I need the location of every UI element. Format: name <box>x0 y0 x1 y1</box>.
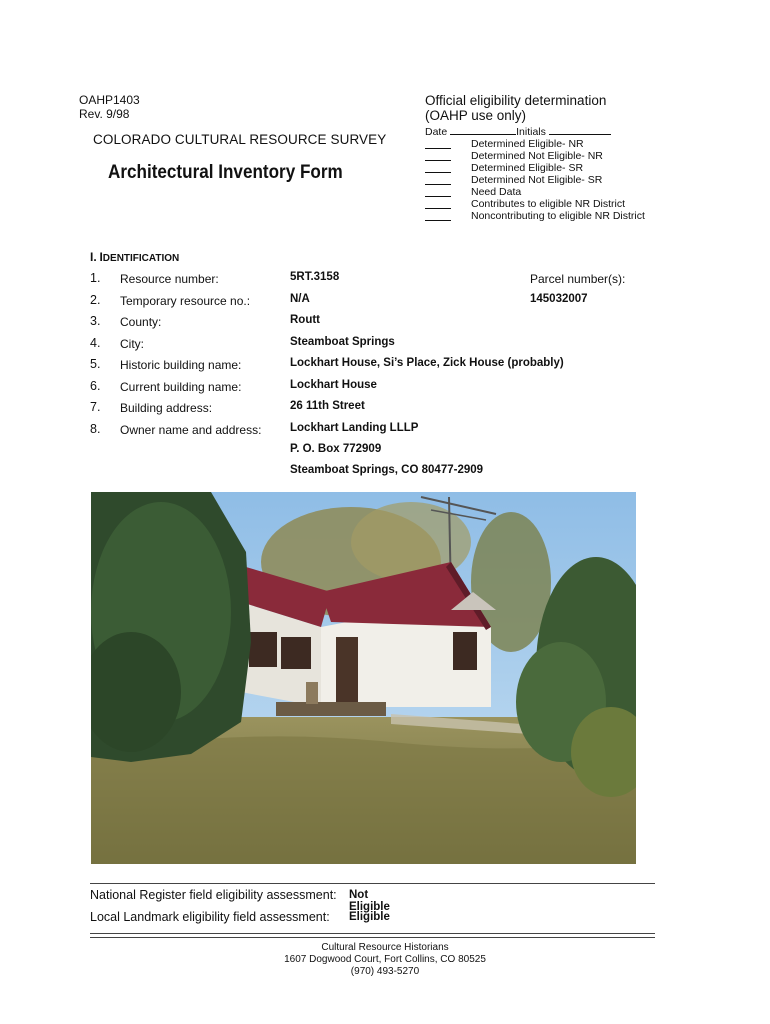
footer-address: 1607 Dogwood Court, Fort Collins, CO 80525 <box>284 954 486 965</box>
form-code: OAHP1403 <box>79 93 140 107</box>
eligibility-option[interactable] <box>425 174 645 186</box>
field-number: 7. <box>90 400 101 414</box>
field-number: 5. <box>90 357 101 371</box>
field-row <box>90 336 650 358</box>
field-number: 8. <box>90 421 101 436</box>
eligibility-option[interactable] <box>425 210 645 222</box>
parcel-label: Parcel number(s): <box>530 272 626 286</box>
field-row <box>90 271 650 293</box>
identification-fields <box>90 271 650 484</box>
initials-field[interactable] <box>549 125 611 135</box>
option-label: Noncontributing to eligible NR District <box>471 210 645 222</box>
eligibility-options <box>425 138 645 222</box>
option-label: Determined Eligible- NR <box>471 138 584 150</box>
owner-address-row <box>90 464 650 485</box>
local-assessment-row <box>90 910 390 924</box>
building-photograph <box>91 492 636 864</box>
field-number: 4. <box>90 335 101 350</box>
date-field[interactable] <box>450 125 516 135</box>
eligibility-title-line1: Official eligibility determination <box>425 93 607 108</box>
local-assessment-label: Local Landmark eligibility field assessment: <box>90 910 330 924</box>
checkbox-blank[interactable] <box>425 160 451 161</box>
initials-label: Initials <box>516 126 546 138</box>
eligibility-option[interactable] <box>425 198 645 210</box>
form-code-block <box>79 93 140 121</box>
field-label: Building address: <box>120 401 213 415</box>
field-label: County: <box>120 315 162 329</box>
option-label: Determined Eligible- SR <box>471 162 584 174</box>
field-row <box>90 293 650 315</box>
footer-phone: (970) 493-5270 <box>350 966 420 977</box>
field-label: Owner name and address: <box>120 422 262 437</box>
field-label: City: <box>120 336 144 351</box>
eligibility-option[interactable] <box>425 138 645 150</box>
checkbox-blank[interactable] <box>425 220 451 221</box>
checkbox-blank[interactable] <box>425 196 451 197</box>
form-title: Architectural Inventory Form <box>108 162 343 183</box>
footer <box>0 942 770 978</box>
section-initial: I <box>99 250 103 264</box>
date-label: Date <box>425 126 448 138</box>
owner-address-row <box>90 443 650 464</box>
option-label: Determined Not Eligible- SR <box>471 174 603 186</box>
nr-assessment-label: National Register field eligibility assessment: <box>90 888 337 902</box>
eligibility-option[interactable] <box>425 150 645 162</box>
field-value: Lockhart House, Si’s Place, Zick House (probably) <box>290 357 564 369</box>
field-value: Steamboat Springs <box>290 335 395 348</box>
field-row <box>90 357 650 379</box>
field-number: 3. <box>90 314 101 328</box>
field-number: 1. <box>90 271 101 285</box>
eligibility-determination <box>425 93 645 222</box>
house-photo-illustration <box>91 492 636 864</box>
nr-assessment-row <box>90 888 390 913</box>
survey-title: COLORADO CULTURAL RESOURCE SURVEY <box>93 132 387 147</box>
checkbox-blank[interactable] <box>425 172 451 173</box>
divider <box>90 933 655 934</box>
field-row <box>90 314 650 336</box>
field-label: Historic building name: <box>120 358 242 372</box>
eligibility-option[interactable] <box>425 162 645 174</box>
nr-assessment-value: Not Eligible <box>349 889 390 913</box>
field-number: 2. <box>90 292 101 307</box>
field-label: Current building name: <box>120 379 242 394</box>
eligibility-option[interactable] <box>425 186 645 198</box>
checkbox-blank[interactable] <box>425 148 451 149</box>
field-number: 6. <box>90 378 101 393</box>
field-value: Lockhart House <box>290 378 377 391</box>
divider <box>90 937 655 938</box>
section-numeral: I. <box>90 250 97 264</box>
footer-org: Cultural Resource Historians <box>321 942 449 953</box>
owner-address-line: Steamboat Springs, CO 80477-2909 <box>290 463 484 476</box>
field-value: Lockhart Landing LLLP <box>290 421 419 434</box>
section-heading <box>90 250 179 264</box>
checkbox-blank[interactable] <box>425 208 451 209</box>
field-row <box>90 422 650 444</box>
local-assessment-value: Eligible <box>349 911 390 923</box>
divider <box>90 883 655 884</box>
field-value: Routt <box>290 314 321 326</box>
option-label: Need Data <box>471 186 522 198</box>
form-revision: Rev. 9/98 <box>79 107 130 121</box>
section-rest: DENTIFICATION <box>102 253 180 264</box>
field-value: 5RT.3158 <box>290 271 340 283</box>
option-label: Contributes to eligible NR District <box>471 198 626 210</box>
field-value: 26 11th Street <box>290 400 365 412</box>
checkbox-blank[interactable] <box>425 184 451 185</box>
field-value: N/A <box>290 292 310 305</box>
parcel-value: 145032007 <box>530 292 588 305</box>
option-label: Determined Not Eligible- NR <box>471 150 603 162</box>
date-initials-row <box>425 125 645 138</box>
field-label: Temporary resource no.: <box>120 293 251 308</box>
field-row <box>90 400 650 422</box>
field-row <box>90 379 650 401</box>
field-label: Resource number: <box>120 272 219 286</box>
eligibility-title-line2: (OAHP use only) <box>425 108 527 123</box>
owner-address-line: P. O. Box 772909 <box>290 443 382 455</box>
